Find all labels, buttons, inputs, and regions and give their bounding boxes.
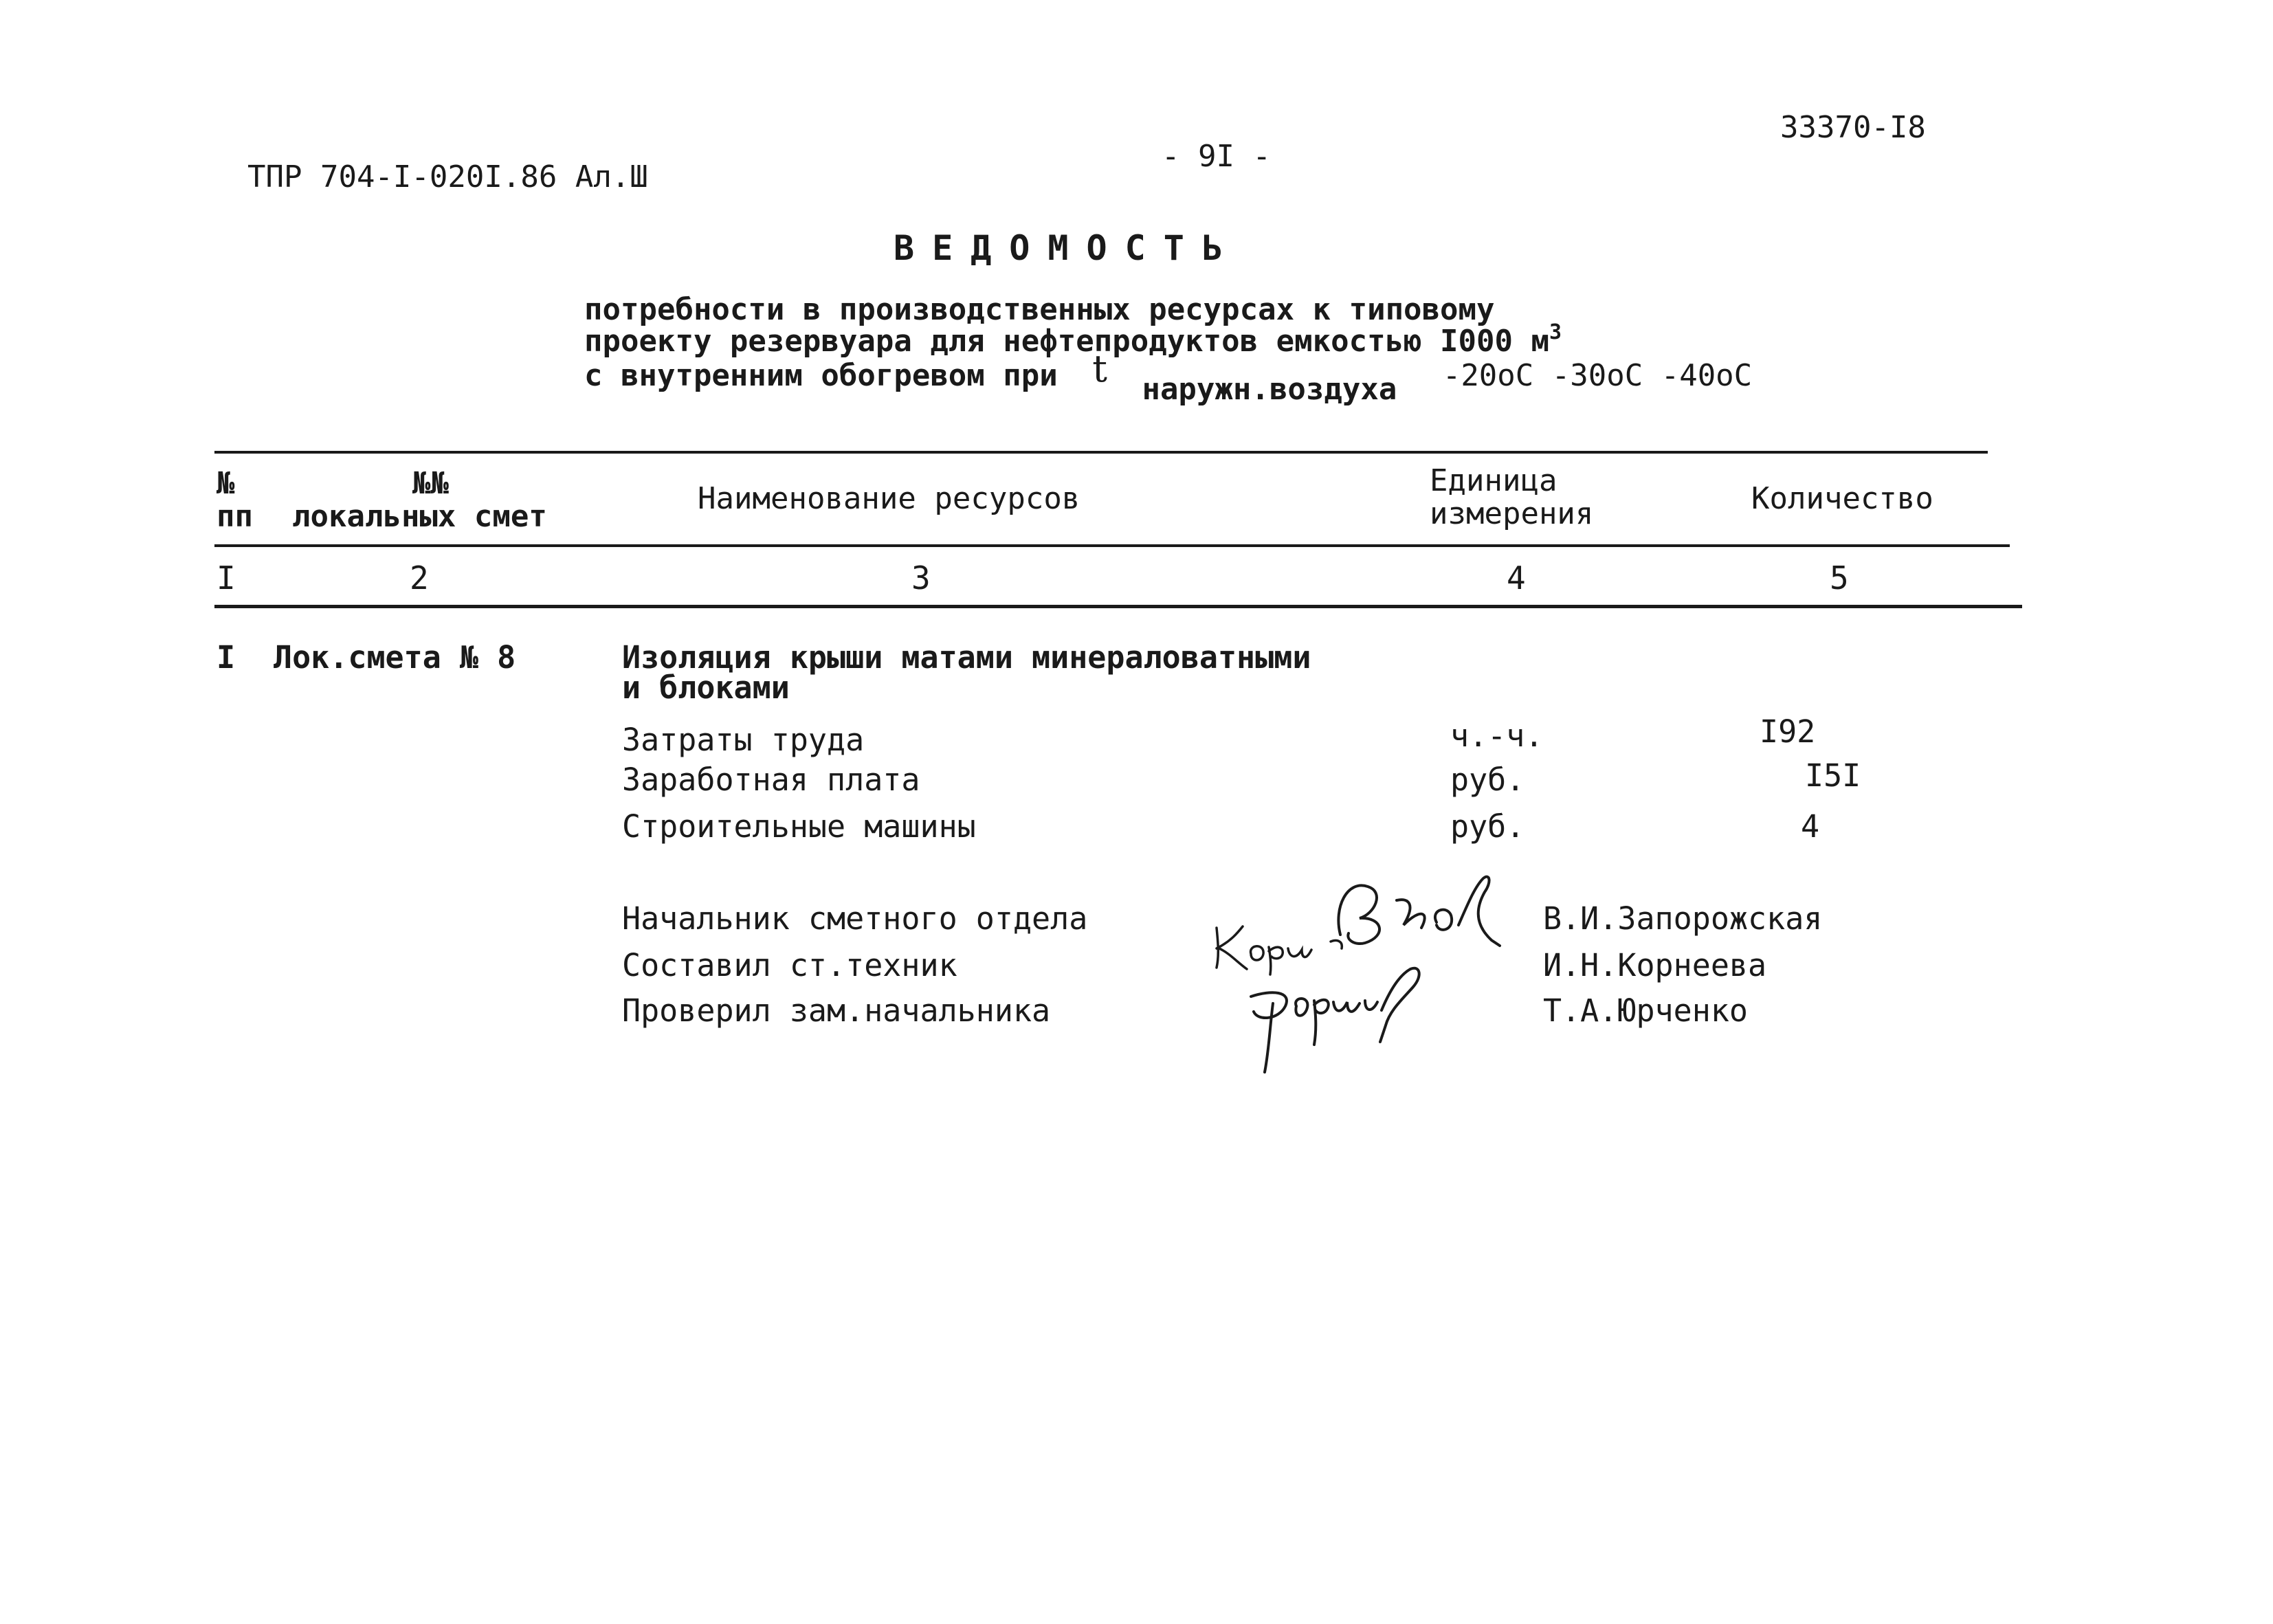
section-number: I [217, 639, 236, 676]
section-name-line-1: Изоляция крыши матами минераловатными [622, 639, 1311, 676]
document-title: ВЕДОМОСТЬ [894, 228, 1241, 268]
column-number-1: I [217, 559, 236, 597]
header-col-4-line-1: Единица [1430, 463, 1557, 498]
temperature-symbol: t [1092, 347, 1107, 390]
signature-name-3: Т.А.Юрченко [1543, 992, 1749, 1029]
table-header-rule [214, 544, 2010, 547]
signature-role-3: Проверил зам.начальника [622, 992, 1051, 1029]
resource-qty-2: I5I [1805, 757, 1861, 794]
header-col-1-line-2: пп [217, 499, 253, 534]
signature-role-1: Начальник сметного отдела [622, 900, 1088, 937]
cubic-superscript: 3 [1549, 320, 1562, 344]
signature-name-2: И.Н.Корнеева [1543, 947, 1767, 983]
handwritten-signature-3 [1230, 962, 1464, 1089]
subtitle-line-3-text: с внутренним обогревом при [584, 358, 1058, 393]
page-number: - 9I - [1162, 139, 1271, 174]
header-col-2 [292, 467, 547, 533]
resource-unit-2: руб. [1450, 761, 1525, 798]
signature-name-1: В.И.Запорожская [1543, 900, 1823, 937]
subtitle-line-1: потребности в производственных ресурсах к типовому [584, 292, 1495, 327]
header-col-3: Наименование ресурсов [698, 481, 1080, 516]
column-number-5: 5 [1830, 559, 1849, 597]
subtitle-line-2-text: проекту резервуара для нефтепродуктов емкостью I000 м [584, 324, 1549, 359]
resource-unit-1: ч.-ч. [1450, 718, 1544, 754]
table-numbers-rule [214, 605, 2022, 608]
header-col-1 [217, 467, 253, 533]
section-estimate: Лок.смета № 8 [274, 639, 516, 676]
subtitle-line-3 [584, 347, 1753, 407]
header-col-5: Количество [1751, 481, 1933, 516]
header-col-2-line-2: локальных смет [292, 499, 547, 534]
outdoor-air-label: наружн.воздуха [1142, 372, 1397, 407]
resource-name-3: Строительные машины [622, 808, 976, 845]
resource-name-1: Затраты труда [622, 722, 865, 758]
column-number-2: 2 [410, 559, 429, 597]
subtitle-line-2 [584, 320, 1562, 361]
header-col-1-line-1: № [217, 466, 235, 501]
column-number-3: 3 [911, 559, 931, 597]
section-name-line-2: и блоками [622, 669, 790, 706]
temperatures: -20оС -30оС -40оС [1442, 358, 1753, 393]
header-col-2-line-1: №№ [412, 466, 449, 501]
resource-name-2: Заработная плата [622, 761, 920, 798]
column-number-4: 4 [1507, 559, 1526, 597]
header-col-4 [1430, 465, 1593, 531]
document-number: 33370-I8 [1780, 110, 1926, 145]
resource-qty-1: I92 [1760, 713, 1816, 750]
resource-qty-3: 4 [1801, 808, 1820, 845]
signature-role-2: Составил ст.техник [622, 947, 957, 983]
document-code: ТПР 704-I-020I.86 Ал.Ш [247, 159, 648, 194]
header-col-4-line-2: измерения [1430, 496, 1594, 531]
table-top-rule [214, 451, 1988, 454]
resource-unit-3: руб. [1450, 808, 1525, 845]
